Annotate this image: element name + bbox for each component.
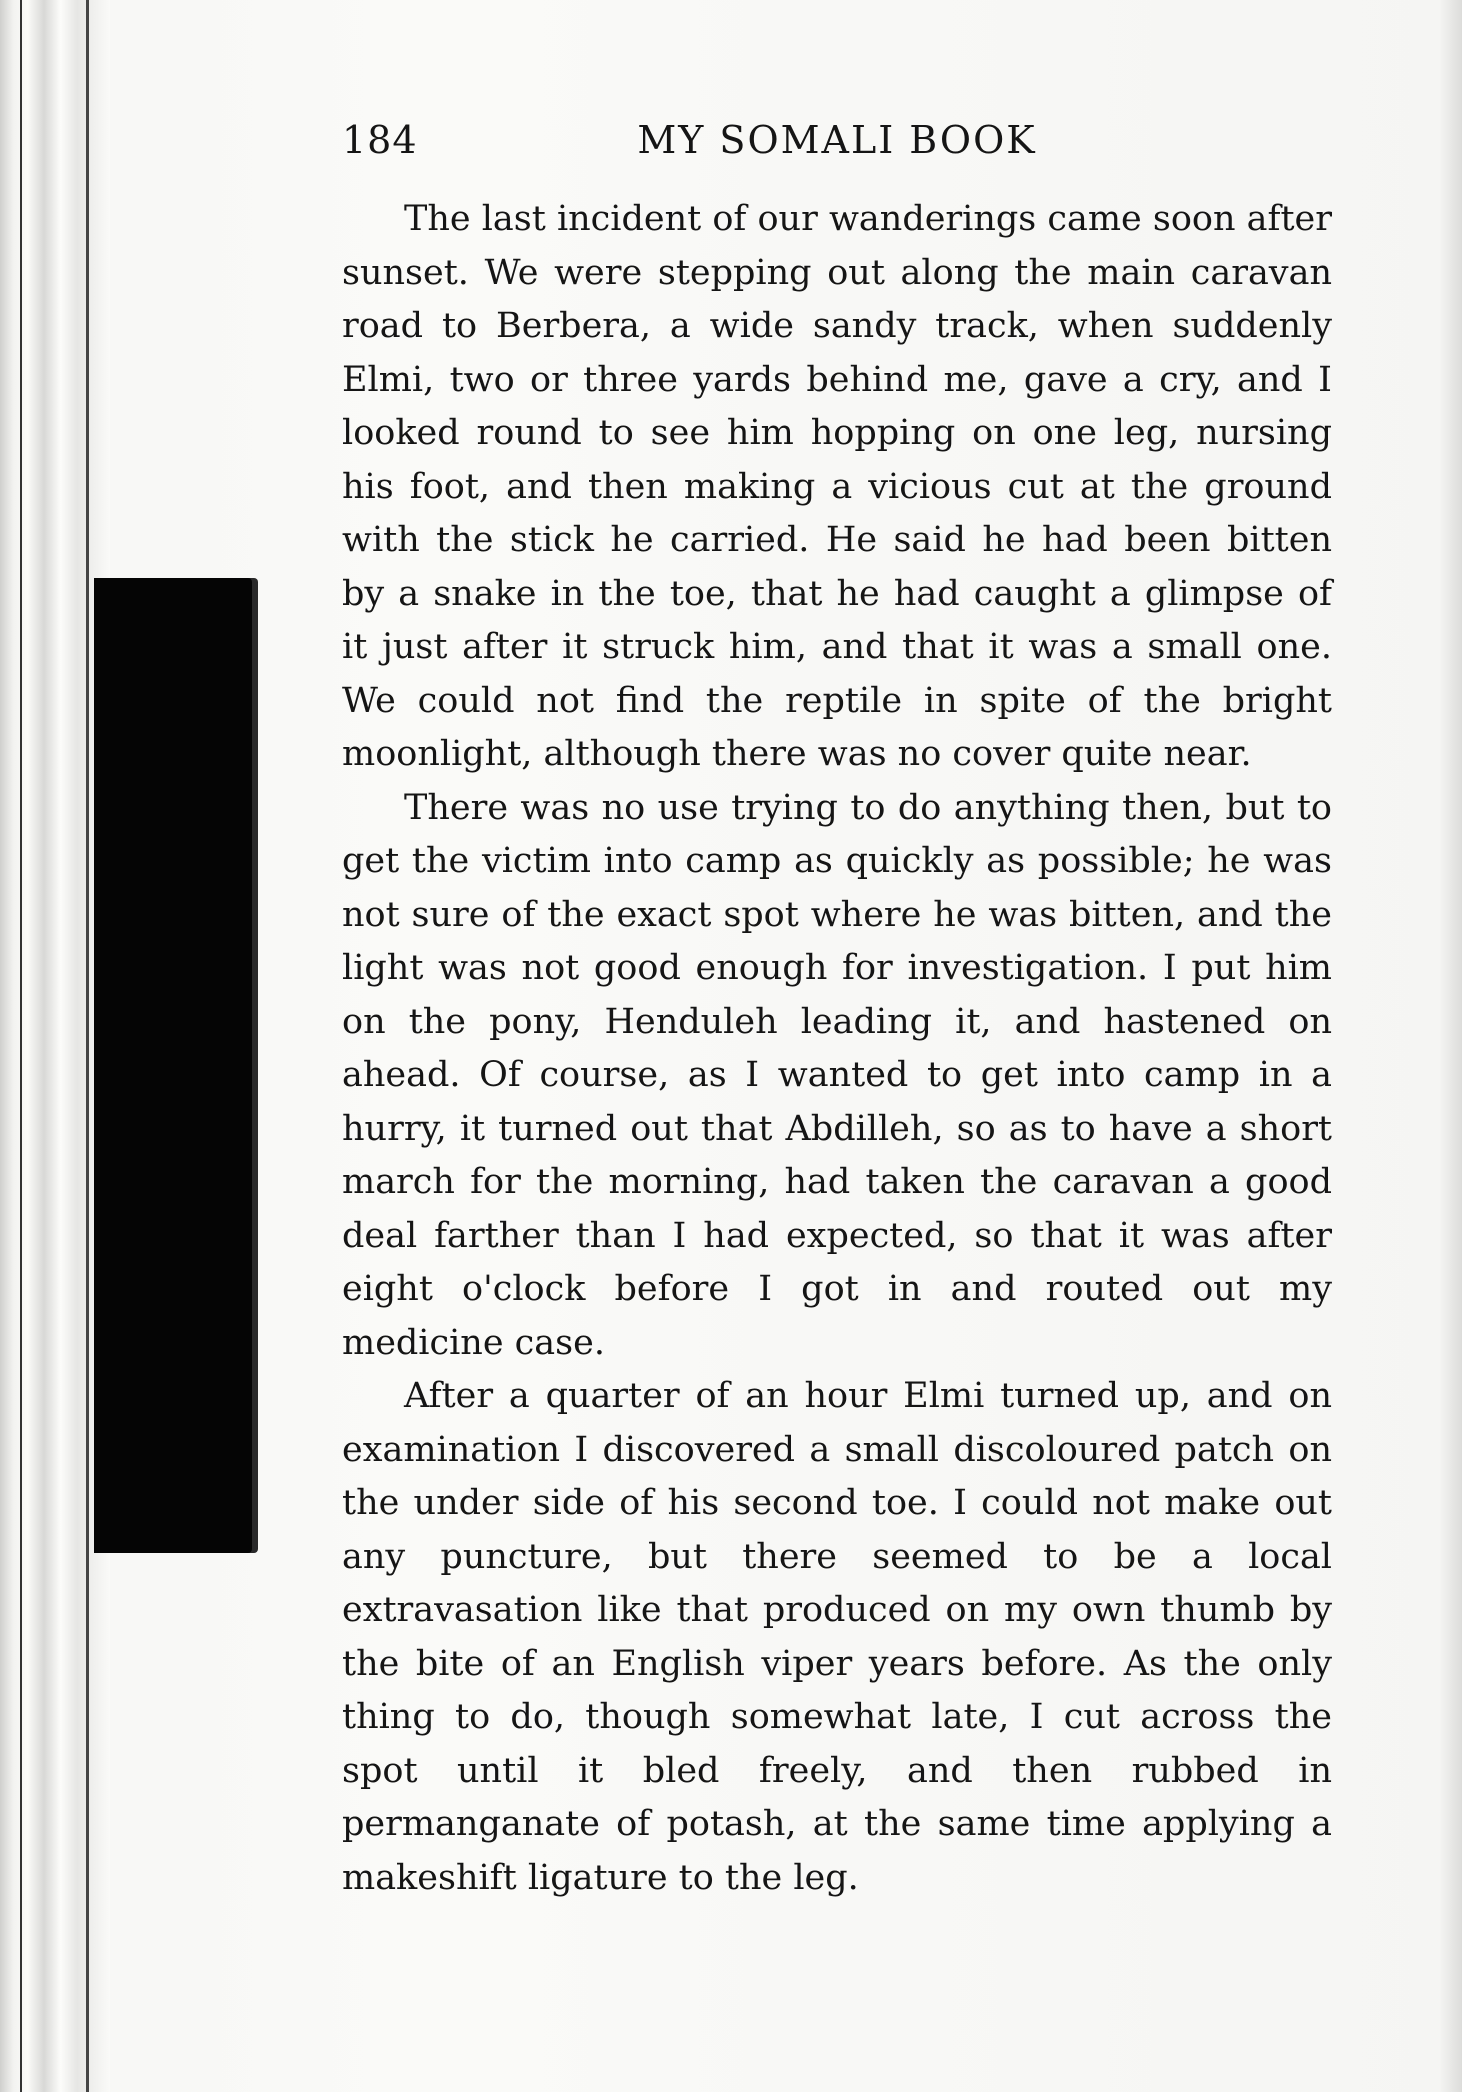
spine-line xyxy=(20,0,22,2092)
page-right-edge xyxy=(1440,0,1462,2092)
paragraph: After a quarter of an hour Elmi turned up, and on examination I discovered a small discoloured patch on the under side of his second toe. I could not make out any puncture, but there seemed to be a local extravasation like that produced on my own thumb by the bite of an English viper years before. As the only thing to do, though somewhat late, I cut across the spot until it bled freely, and then rubbed in permanganate of potash, at the same time applying a makeshift ligature to the leg. xyxy=(342,1376,1332,1898)
paragraph: The last incident of our wanderings came soon after sunset. We were stepping out along the main caravan road to Berbera, a wide sandy track, when suddenly Elmi, two or three yards behind me, gave a cry, and I looked round to see him hopping on one leg, nursing his foot, and then making a vicious cut at the ground with the stick he carried. He said he had been bitten by a snake in the toe, that he had caught a glimpse of it just after it struck him, and that it was a small one. We could not find the reptile in spite of the bright moonlight, although there was no cover quite near. xyxy=(342,199,1332,774)
body-text xyxy=(342,193,1332,1905)
running-title: MY SOMALI BOOK xyxy=(637,118,1037,162)
page-number: 184 xyxy=(342,118,418,162)
black-page-tab xyxy=(94,578,252,1553)
page-header xyxy=(342,118,1332,168)
paragraph: There was no use trying to do anything then, but to get the victim into camp as quickly as possible; he was not sure of the exact spot where he was bitten, and the light was not good enough for investigation. I put him on the pony, Henduleh leading it, and hastened on ahead. Of course, as I wanted to get into camp in a hurry, it turned out that Abdilleh, so as to have a short march for the morning, had taken the caravan a good deal farther than I had expected, so that it was after eight o'clock before I got in and routed out my medicine case. xyxy=(342,787,1332,1363)
spine-line xyxy=(86,0,89,2092)
